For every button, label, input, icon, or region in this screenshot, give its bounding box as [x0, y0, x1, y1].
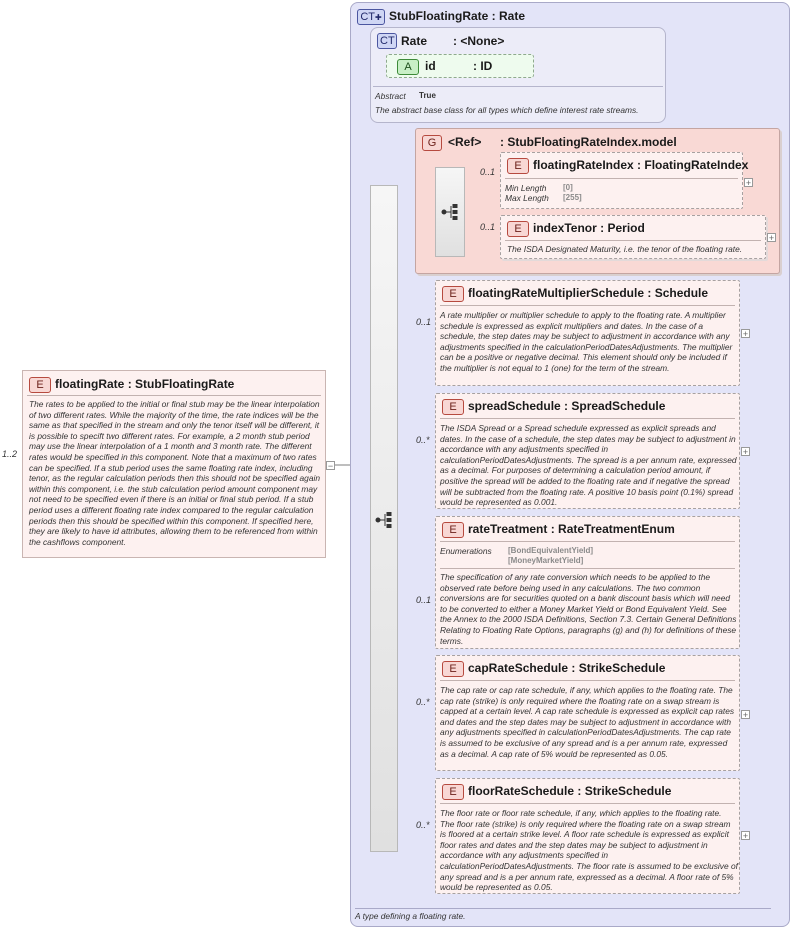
root-element-title [55, 377, 234, 391]
root-element-description: The rates to be applied to the initial or final stub may be the linear interpolation of two different rates. While the majority of the time, the rate indices will be the same as that specified in the stream and only the tenor itself will be different, it is possible to specift two different rates. For example, a 2 month stub period may use the linear interpolation of a 1 month and 3 month rate. The different rates would be specified in this component. Note that a maximum of two rates can be specified. If a stub period uses the same floating rate index, including tenor, as the regular calculation periods then this should not be specified again within this component, i.e. the stub calculation period amount component may not need to be specified even if there is an initial or final stub period. If a stub period uses a different floating rate index compared to the regular calculation periods then this should be specified within this component. If specified here, they are likely to have id attributes, allowing them to be referenced from within the cashflows component. [29, 399, 320, 547]
multiplicity-spread-schedule: 0..* [416, 435, 430, 445]
sequence-compositor-icon [441, 204, 461, 220]
complex-type-base: Rate [499, 9, 526, 23]
attribute-type: : ID [473, 59, 493, 73]
element-description: The floor rate or floor rate schedule, if any, which applies to the floating rate. The floor rate (strike) is only required where the floating rate on a swap stream is floored at a certain strike level. A floor rate schedule is expressed as explicit floor rates and dates and the step dates may be subject to adjustment in accordance with any adjustments specified in calculationPeriodDatesAdjustments. The floor rate is assumed to be exclusive of any spread and is a per annum rate, expressed as a decimal. A floor rate of 5% would be represented as 0.05. [440, 808, 738, 893]
multiplicity-cap-rate-schedule: 0..* [416, 697, 430, 707]
group-sequence-compositor[interactable] [435, 167, 465, 257]
enum-value-bond-equivalent-yield: [BondEquivalentYield] [508, 546, 594, 555]
expand-plus-icon[interactable]: + [745, 178, 752, 188]
complex-type-footer: A type defining a floating rate. [355, 911, 466, 921]
facet-label-min-length: Min Length [505, 183, 547, 193]
multiplicity-floor-rate-schedule: 0..* [416, 820, 430, 830]
element-description: A rate multiplier or multiplier schedule to apply to the floating rate. A multiplier schedule is expressed as explicit multipliers and dates. In the case of a schedule, the step dates may be subject to adjustment in accordance with any adjustments specified in the calculationPeriodDatesAdjustments. The multiplier can be a positive or negative decimal. This element should only be included if the multiplier is not equal to 1 (one) for the term of the stream. [440, 310, 733, 373]
base-type-base: : <None> [453, 34, 505, 48]
element-title: indexTenor : Period [533, 221, 645, 235]
element-description: The ISDA Spread or a Spread schedule expressed as explicit spreads and dates. In the case of a schedule, the step dates may be subject to adjustment in accordance with any adjustments specified in calculationPeriodDatesAdjustments. The spread is a per annum rate, expressed as a decimal. For purposes of determining a calculation period amount, if positive the spread will be added to the floating rate and if negative the spread will be subtracted from the floating rate. A positive 10 basis point (0.1%) spread would be represented as 0.001. [440, 423, 737, 508]
abstract-value: True [419, 91, 436, 100]
element-title: floatingRateMultiplierSchedule : Schedule [468, 286, 709, 300]
sequence-compositor[interactable] [370, 185, 398, 852]
collapse-minus-icon[interactable]: − [327, 461, 334, 471]
element-floor-rate-schedule[interactable] [435, 778, 740, 894]
facet-value-max-length: [255] [563, 193, 582, 202]
multiplicity-rate-treatment: 0..1 [416, 595, 432, 605]
divider [505, 240, 761, 241]
expand-plus-icon[interactable]: + [742, 447, 749, 457]
element-badge: E [507, 158, 529, 174]
divider [440, 305, 735, 306]
complex-type-badge: CT✚ [357, 9, 385, 25]
divider [440, 541, 735, 542]
multiplicity-index-tenor: 0..1 [480, 222, 496, 232]
expand-plus-icon[interactable]: + [742, 831, 749, 841]
complex-type-footer-rule [355, 908, 771, 909]
root-element-type: StubFloatingRate [135, 377, 235, 391]
complex-type-name: StubFloatingRate [389, 9, 489, 23]
element-badge: E [442, 661, 464, 677]
base-type-description: The abstract base class for all types which define interest rate streams. [375, 105, 639, 115]
element-title: spreadSchedule : SpreadSchedule [468, 399, 666, 413]
type-separator: : [491, 9, 500, 23]
group-badge: G [422, 135, 442, 151]
divider [27, 395, 321, 396]
facet-label-max-length: Max Length [505, 193, 549, 203]
element-badge: E [442, 286, 464, 302]
element-index-tenor[interactable] [500, 215, 766, 259]
facet-value-min-length: [0] [563, 183, 573, 192]
abstract-divider [373, 86, 663, 87]
element-badge: E [442, 399, 464, 415]
element-floating-rate-index[interactable] [500, 152, 749, 209]
base-type-name: Rate [401, 34, 428, 48]
divider [440, 680, 735, 681]
expand-plus-icon[interactable]: + [768, 233, 775, 243]
enum-value-money-market-yield: [MoneyMarketYield] [508, 556, 584, 565]
divider [440, 418, 735, 419]
root-element-box[interactable] [22, 370, 326, 558]
element-cap-rate-schedule[interactable] [435, 655, 740, 771]
sequence-compositor-icon [375, 512, 395, 528]
element-title: capRateSchedule : StrikeSchedule [468, 661, 666, 675]
element-title: floorRateSchedule : StrikeSchedule [468, 784, 672, 798]
multiplicity-floating-rate-index: 0..1 [480, 167, 496, 177]
element-title: rateTreatment : RateTreatmentEnum [468, 522, 675, 536]
enumerations-label: Enumerations [440, 546, 492, 556]
element-description: The specification of any rate conversion which needs to be applied to the observed rate before being used in any calculations. The two common conversions are for securities quoted on a bank discount basis which will need to be converted to either a Money Market Yield or Bond Equivalent Yield. See the Annex to the 2000 ISDA Definitions, Section 7.3. Certain General Definitions Relating to Floating Rate Options, paragraphs (g) and (h) for definitions of these terms. [440, 572, 737, 646]
element-rate-treatment[interactable] [435, 516, 740, 649]
expand-plus-icon[interactable]: + [742, 329, 749, 339]
type-separator: : [127, 377, 136, 391]
group-ref-label: <Ref> [448, 135, 482, 149]
element-badge: E [507, 221, 529, 237]
attribute-name: id [425, 59, 436, 73]
element-spread-schedule[interactable] [435, 393, 740, 509]
element-title: floatingRateIndex : FloatingRateIndex [533, 158, 749, 172]
attribute-id-box[interactable] [386, 54, 534, 78]
divider [440, 568, 735, 569]
divider [440, 803, 735, 804]
element-description: The ISDA Designated Maturity, i.e. the tenor of the floating rate. [507, 244, 743, 254]
element-badge: E [442, 522, 464, 538]
element-description: The cap rate or cap rate schedule, if any, which applies to the floating rate. The cap rate (strike) is only required where the floating rate on a swap stream is capped at a certain level. A cap rate schedule is expressed as explicit cap rates and dates and the step dates may be subject to adjustment in accordance with any adjustments specified in calculationPeriodDatesAdjustments. The cap rate is assumed to be exclusive of any spread and is a per annum rate, expressed as a decimal. A cap rate of 5% would be represented as 0.05. [440, 685, 735, 759]
group-name: : StubFloatingRateIndex.model [500, 135, 677, 149]
element-badge: E [29, 377, 51, 393]
complex-type-title [389, 9, 525, 23]
attribute-badge: A [397, 59, 419, 75]
element-floating-rate-multiplier-schedule[interactable] [435, 280, 740, 386]
multiplicity-floating-rate-multiplier-schedule: 0..1 [416, 317, 432, 327]
root-element-name: floatingRate [55, 377, 125, 391]
divider [505, 178, 738, 179]
base-type-badge: CT [377, 33, 397, 49]
multiplicity-root: 1..2 [2, 449, 18, 459]
abstract-label: Abstract [375, 91, 406, 101]
expand-plus-icon[interactable]: + [742, 710, 749, 720]
element-badge: E [442, 784, 464, 800]
